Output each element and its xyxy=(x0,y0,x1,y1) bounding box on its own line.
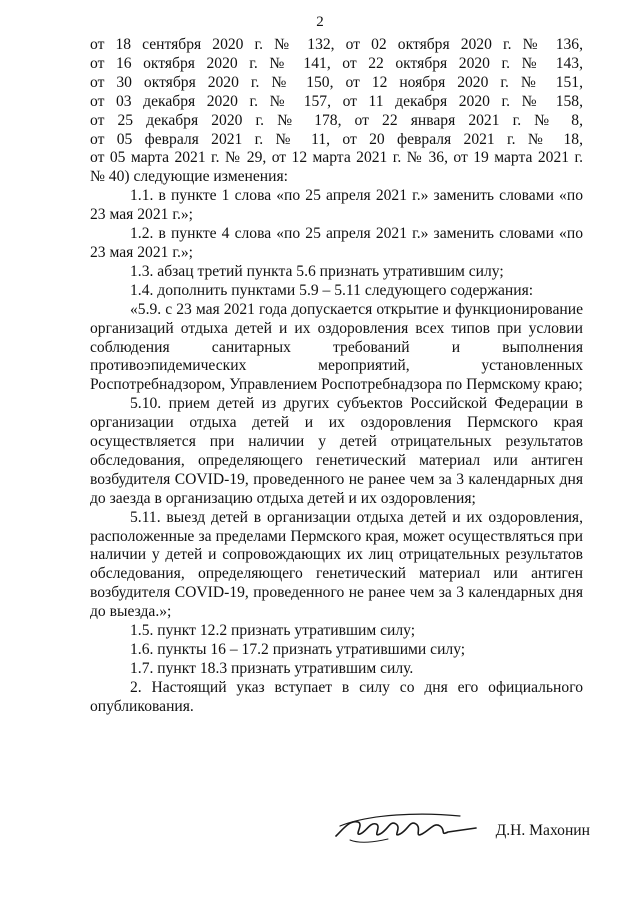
paragraph-1-7: 1.7. пункт 18.3 признать утратившим силу. xyxy=(130,659,414,677)
paragraph-5-9: «5.9. с 23 мая 2021 года допускается открытие и функционирование организаций отдыха детей и их оздоровления всех типов при условии соблюдения санитарных требований и выполнения противоэпидемических мероприятий, установленных Роспотребнадзором, Управлением Роспотребнадзора по Пермскому краю; xyxy=(90,300,583,394)
paragraph-1-3: 1.3. абзац третий пункта 5.6 признать утратившим силу; xyxy=(130,262,504,280)
signature-block xyxy=(330,806,590,856)
paragraph-2: 2. Настоящий указ вступает в силу со дня его официального опубликования. xyxy=(90,678,583,715)
paragraph-1-1: 1.1. в пункте 1 слова «по 25 апреля 2021 г.» заменить словами «по 23 мая 2021 г.»; xyxy=(90,187,583,224)
page-number: 2 xyxy=(316,14,324,30)
intro-line: от 05 февраля 2021 г. № 11, от 20 февраля 2021 г. № 18, xyxy=(90,130,583,148)
handwritten-signature xyxy=(330,806,480,851)
intro-line: от 18 сентября 2020 г. № 132, от 02 октября 2020 г. № 136, xyxy=(90,36,583,53)
decree-body xyxy=(90,36,583,717)
amendment-intro xyxy=(90,36,583,187)
intro-line: от 16 октября 2020 г. № 141, от 22 октября 2020 г. № 143, xyxy=(90,54,583,72)
intro-line: от 25 декабря 2020 г. № 178, от 22 января 2021 г. № 8, xyxy=(90,111,583,129)
paragraph-1-4: 1.4. дополнить пунктами 5.9 – 5.11 следующего содержания: xyxy=(130,281,534,299)
paragraph-5-10: 5.10. прием детей из других субъектов Российской Федерации в организации отдыха детей и их оздоровления Пермского края осуществляется при наличии у детей отрицательных результатов обследования, определяющего генетический материал или антиген возбудителя COVID-19, проведенного не ранее чем за 3 календарных дня до заезда в организацию отдыха детей и их оздоровления; xyxy=(90,395,583,507)
paragraph-1-2: 1.2. в пункте 4 слова «по 25 апреля 2021 г.» заменить словами «по 23 мая 2021 г.»; xyxy=(90,225,583,261)
intro-line: № 40) следующие изменения: xyxy=(90,168,288,186)
intro-line: от 05 марта 2021 г. № 29, от 12 марта 2021 г. № 36, от 19 марта 2021 г. xyxy=(90,149,583,167)
paragraph-1-6: 1.6. пункты 16 – 17.2 признать утратившими силу; xyxy=(130,641,466,658)
paragraph-1-5: 1.5. пункт 12.2 признать утратившим силу; xyxy=(130,622,416,640)
intro-line: от 03 декабря 2020 г. № 157, от 11 декабря 2020 г. № 158, xyxy=(90,92,583,110)
intro-line: от 30 октября 2020 г. № 150, от 12 ноября 2020 г. № 151, xyxy=(90,73,583,91)
paragraph-5-11: 5.11. выезд детей в организации отдыха детей и их оздоровления, расположенные за пределами Пермского края, может осуществляться при наличии у детей и сопровождающих их лиц отрицательных результатов обследования, определяющего генетический материал или антиген возбудителя COVID-19, проведенного не ранее чем за 3 календарных дня до выезда.»; xyxy=(90,508,583,621)
signer-name: Д.Н. Махонин xyxy=(495,822,590,839)
